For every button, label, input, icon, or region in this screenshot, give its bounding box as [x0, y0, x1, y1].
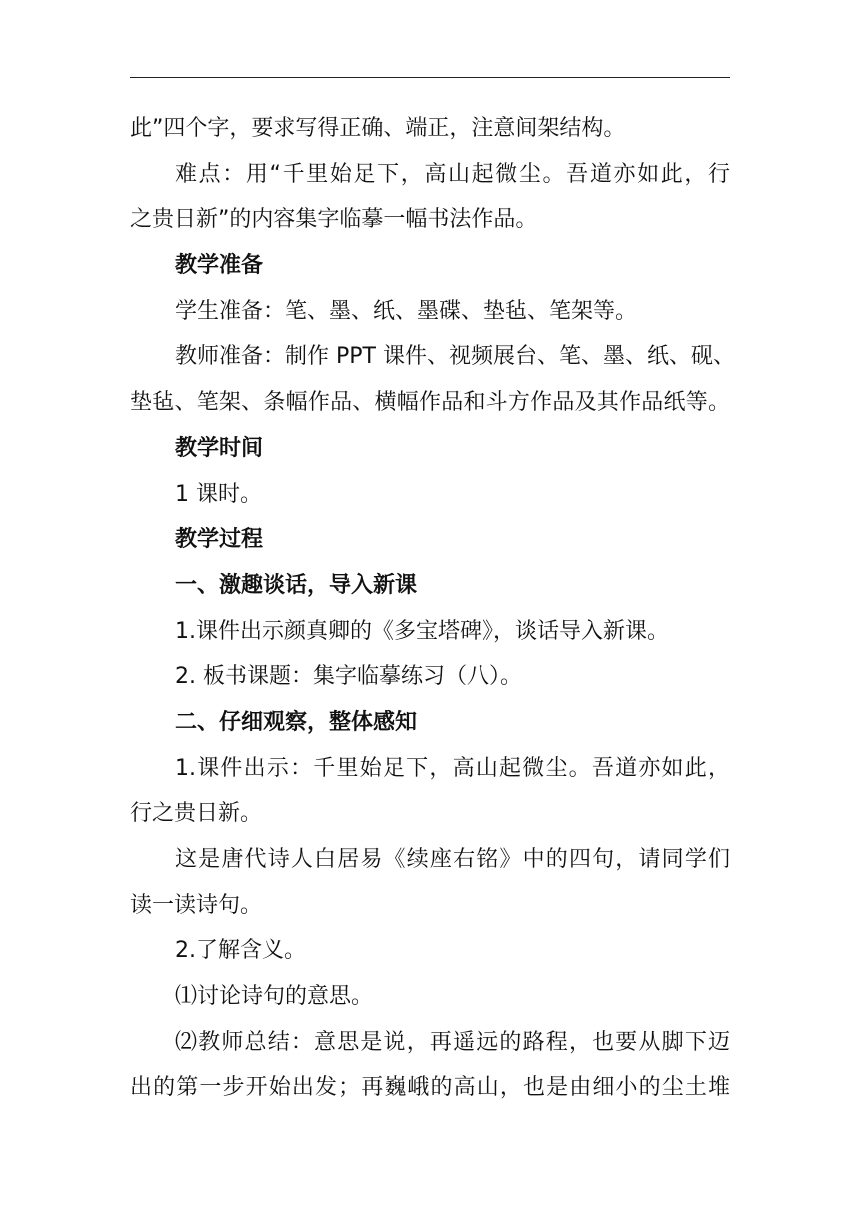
paragraph-line: 之贵日新”的内容集字临摹一幅书法作品。	[130, 207, 538, 233]
paragraph-line: 此”四个字，要求写得正确、端正，注意间架结构。	[130, 116, 626, 141]
paragraph-line: 1.课件出示：千里始足下，高山起微尘。吾道亦如此，	[175, 755, 730, 781]
paragraph-line: 这是唐代诗人白居易《续座右铭》中的四句，请同学们	[175, 847, 730, 872]
section-heading: 教学过程	[175, 527, 264, 553]
paragraph-line: 学生准备：笔、墨、纸、墨碟、垫毡、笔架等。	[175, 298, 638, 324]
paragraph-line: 2. 板书课题：集字临摹练习（八）。	[175, 664, 522, 690]
header-rule	[130, 77, 730, 78]
paragraph-line: 1 课时。	[175, 481, 262, 507]
section-heading: 教学时间	[175, 435, 264, 461]
paragraph-line: 2.了解含义。	[175, 938, 306, 964]
paragraph-line: ⑴讨论诗句的意思。	[175, 984, 374, 1010]
paragraph-line: 垫毡、笔架、条幅作品、横幅作品和斗方作品及其作品纸等。	[130, 390, 730, 416]
paragraph-line: 教师准备：制作 PPT 课件、视频展台、笔、墨、纸、砚、	[175, 344, 735, 370]
paragraph-line: 难点：用“千里始足下，高山起微尘。吾道亦如此，行	[175, 161, 730, 187]
section-heading: 教学准备	[175, 253, 264, 279]
paragraph-line: 出的第一步开始出发；再巍峨的高山，也是由细小的尘土堆	[130, 1075, 730, 1101]
document-body	[130, 106, 735, 1111]
paragraph-line: 行之贵日新。	[130, 801, 263, 827]
paragraph-line: 读一读诗句。	[130, 892, 263, 918]
paragraph-line: ⑵教师总结：意思是说，再遥远的路程，也要从脚下迈	[175, 1029, 730, 1055]
section-heading: 一、激趣谈话，导入新课	[175, 572, 418, 598]
paragraph-line: 1.课件出示颜真卿的《多宝塔碑》，谈话导入新课。	[175, 618, 669, 644]
section-heading: 二、仔细观察，整体感知	[175, 709, 418, 735]
